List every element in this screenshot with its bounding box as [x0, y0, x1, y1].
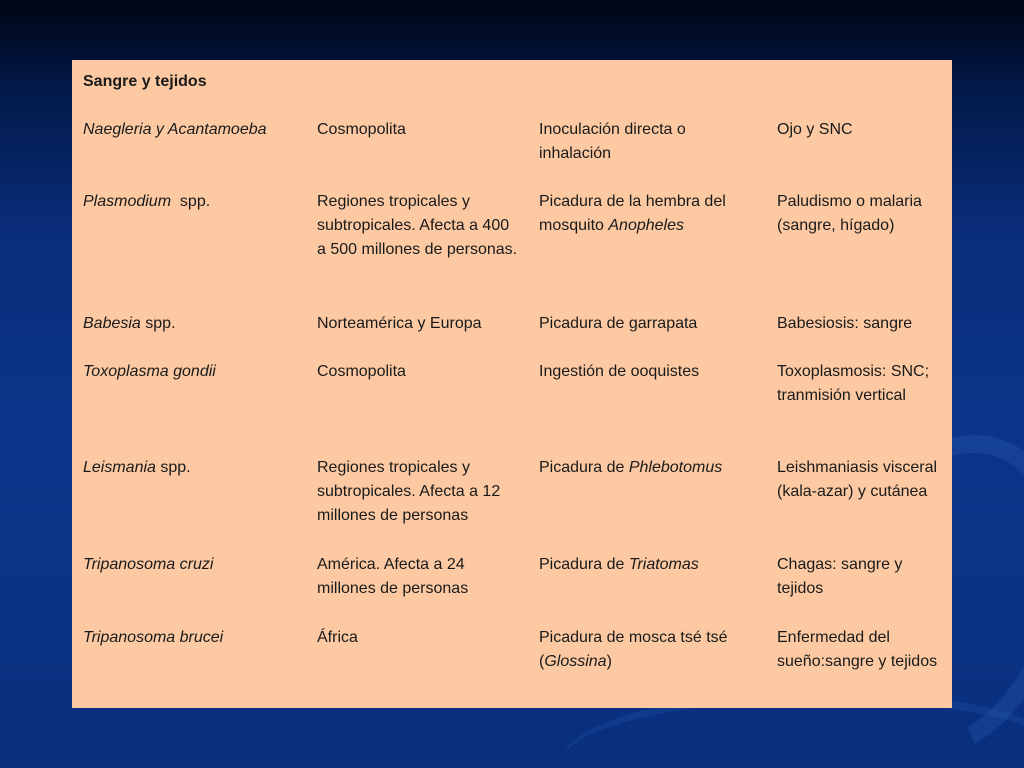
distribution-cell: Cosmopolita — [317, 121, 406, 138]
organism-name: Plasmodium — [83, 193, 172, 210]
distribution-cell: Cosmopolita — [317, 363, 406, 380]
distribution-cell: Norteamérica y Europa — [317, 315, 482, 332]
transmission-cell — [539, 456, 759, 480]
distribution-cell: América. Afecta a 24 millones de personas — [317, 556, 469, 597]
organism-cell — [83, 456, 303, 480]
parasite-table — [72, 60, 952, 708]
transmission-cell — [539, 190, 759, 238]
disease-cell: Chagas: sangre y tejidos — [777, 556, 903, 597]
organism-name: Leismania — [83, 459, 156, 476]
organism-name: Naegleria y Acantamoeba — [83, 121, 267, 138]
transmission-text: Picadura de — [539, 459, 629, 476]
vector-name: Anopheles — [608, 217, 684, 234]
organism-name: Babesia — [83, 315, 141, 332]
transmission-cell — [539, 626, 759, 674]
disease-cell: Babesiosis: sangre — [777, 315, 913, 332]
organism-cell — [83, 360, 303, 384]
vector-name: Triatomas — [628, 556, 699, 573]
organism-suffix: spp. — [140, 315, 176, 332]
organism-name: Tripanosoma cruzi — [83, 556, 214, 573]
distribution-cell: Regiones tropicales y subtropicales. Afecta a 400 a 500 millones de personas. — [317, 193, 518, 258]
organism-cell — [83, 312, 303, 336]
distribution-cell: Regiones tropicales y subtropicales. Afecta a 12 millones de personas — [317, 459, 501, 524]
transmission-text: Picadura de la hembra del mosquito — [539, 193, 726, 234]
transmission-end: ) — [606, 653, 612, 670]
section-title: Sangre y tejidos — [83, 73, 207, 90]
transmission-cell — [539, 553, 759, 577]
transmission-text: Picadura de — [539, 556, 629, 573]
organism-name: Tripanosoma brucei — [83, 629, 224, 646]
organism-cell — [83, 190, 303, 214]
organism-cell — [83, 553, 303, 577]
organism-name: Toxoplasma gondii — [83, 363, 216, 380]
disease-cell: Ojo y SNC — [777, 121, 853, 138]
distribution-cell: África — [317, 629, 358, 646]
organism-suffix: spp. — [155, 459, 191, 476]
organism-suffix: spp. — [171, 193, 211, 210]
transmission-cell: Ingestión de ooquistes — [539, 363, 700, 380]
organism-cell — [83, 118, 303, 142]
disease-cell: Paludismo o malaria (sangre, hígado) — [777, 193, 922, 234]
vector-name: Phlebotomus — [628, 459, 723, 476]
transmission-cell: Inoculación directa o inhalación — [539, 121, 686, 162]
disease-cell: Enfermedad del sueño:sangre y tejidos — [777, 629, 938, 670]
vector-name: Glossina — [544, 653, 607, 670]
organism-cell — [83, 626, 303, 650]
disease-cell: Leishmaniasis visceral (kala-azar) y cutánea — [777, 459, 938, 500]
disease-cell: Toxoplasmosis: SNC; tranmisión vertical — [777, 363, 930, 404]
transmission-text: Picadura de mosca tsé tsé ( — [539, 629, 728, 670]
transmission-cell: Picadura de garrapata — [539, 315, 698, 332]
